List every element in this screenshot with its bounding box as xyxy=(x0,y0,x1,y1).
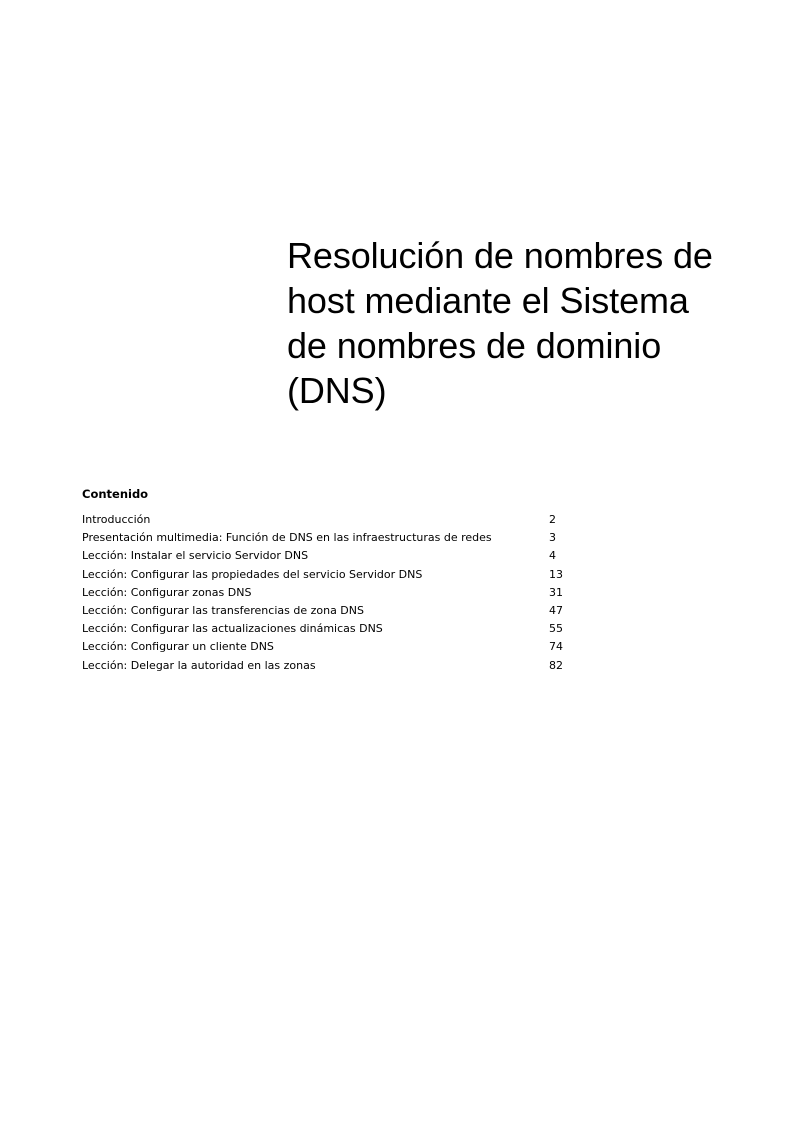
contents-entry xyxy=(82,658,682,676)
entry-page-number: 82 xyxy=(549,658,563,672)
entry-label: Lección: Instalar el servicio Servidor DNS xyxy=(82,549,309,563)
entry-label: Presentación multimedia: Función de DNS en las infraestructuras de redes xyxy=(82,531,492,545)
entry-page-number: 2 xyxy=(549,513,556,526)
entry-page-number: 47 xyxy=(549,603,563,617)
contents-heading: Contenido xyxy=(82,487,149,501)
entry-label: Lección: Configurar las transferencias de zona DNS xyxy=(82,603,364,617)
entry-page-number: 4 xyxy=(549,549,556,563)
contents-entry xyxy=(82,512,682,530)
contents-entry xyxy=(82,603,682,621)
entry-page-number: 3 xyxy=(549,531,556,545)
contents-entry xyxy=(82,548,682,566)
table-of-contents xyxy=(82,486,682,672)
entry-page-number: 31 xyxy=(549,585,563,599)
document-title xyxy=(287,233,777,413)
title-line: de nombres de dominio xyxy=(287,325,662,366)
entry-label: Lección: Delegar la autoridad en las zonas xyxy=(82,658,316,672)
entry-label: Lección: Configurar un cliente DNS xyxy=(82,640,274,654)
contents-list xyxy=(82,512,682,676)
contents-entry xyxy=(82,639,682,657)
title-line: (DNS) xyxy=(287,370,387,411)
contents-entry xyxy=(82,621,682,639)
contents-entry xyxy=(82,585,682,603)
entry-label: Lección: Configurar las actualizaciones dinámicas DNS xyxy=(82,622,383,636)
entry-page-number: 55 xyxy=(549,622,563,636)
contents-entry xyxy=(82,567,682,585)
title-line: host mediante el Sistema xyxy=(287,280,689,321)
contents-entry xyxy=(82,530,682,548)
title-line: Resolución de nombres de xyxy=(287,235,713,276)
entry-label: Lección: Configurar zonas DNS xyxy=(82,585,252,599)
entry-page-number: 13 xyxy=(549,567,563,581)
entry-label: Lección: Configurar las propiedades del servicio Servidor DNS xyxy=(82,567,423,581)
entry-page-number: 74 xyxy=(549,640,563,654)
entry-label: Introducción xyxy=(82,513,151,526)
